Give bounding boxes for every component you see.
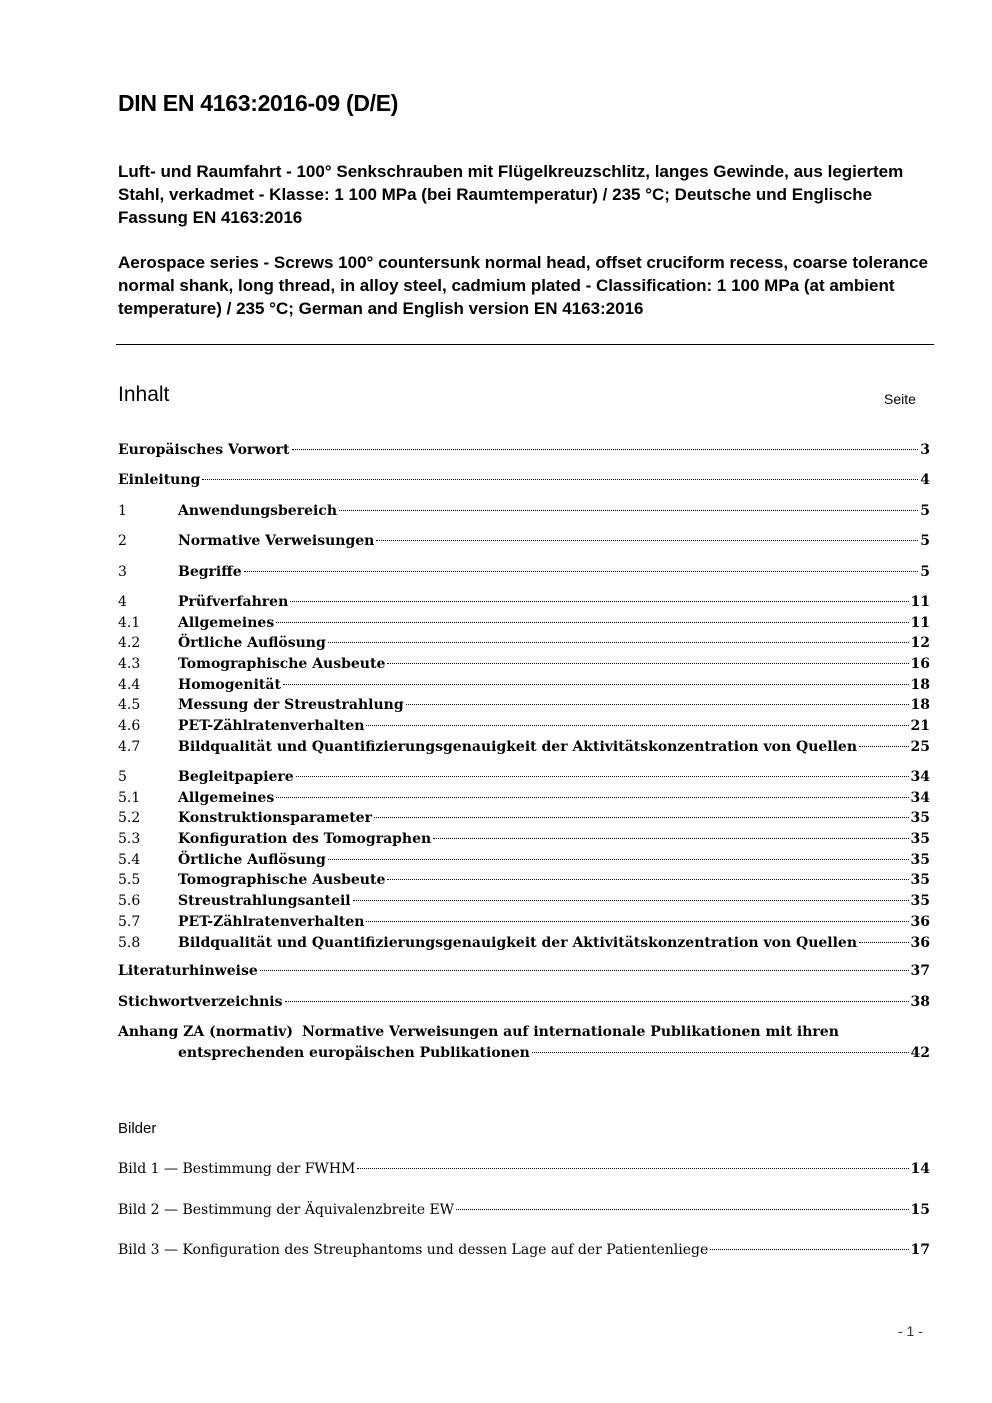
toc-group-section-3 (118, 562, 930, 583)
toc-entry[interactable] (118, 808, 930, 829)
toc-entry-number: 5.7 (118, 913, 141, 930)
figure-title[interactable]: Bild 1 — Bestimmung der FWHM (118, 1161, 356, 1177)
toc-entry-number: 5.3 (118, 831, 141, 848)
figure-title[interactable]: Bild 3 — Konfiguration des Streuphantoms und dessen Lage auf der Patientenliege (118, 1242, 709, 1258)
toc-entry-page[interactable]: 35 (910, 831, 930, 848)
toc-leader (328, 859, 909, 860)
toc-entry-number: 1 (118, 503, 127, 519)
toc-leader (276, 622, 908, 623)
figure-list-item (118, 1240, 930, 1261)
toc-leader (285, 1001, 909, 1002)
toc-leader (357, 1168, 908, 1169)
toc-entry-number: 4.2 (118, 635, 141, 652)
toc-entry[interactable] (118, 961, 930, 982)
toc-entry-title[interactable]: Allgemeines (178, 614, 275, 631)
toc-group-section-2 (118, 531, 930, 552)
header-divider (116, 344, 934, 345)
subtitle-german: Luft- und Raumfahrt - 100° Senkschrauben mit Flügelkreuzschlitz, langes Gewinde, aus legiertem Stahl, verkadmet - Klasse: 1 100 MPa (bei Raumtemperatur) / 235 °C; Deutsche und Englische Fassung EN 4163:2016 (118, 162, 904, 227)
toc-leader (353, 900, 909, 901)
toc-leader (859, 942, 909, 943)
toc-entry-page[interactable]: 5 (920, 533, 930, 549)
toc-entry-page[interactable]: 35 (910, 851, 930, 868)
toc-entry-page[interactable]: 3 (920, 442, 930, 458)
toc-entry[interactable] (118, 829, 930, 850)
toc-group-index (118, 992, 930, 1013)
toc-entry-page[interactable]: 16 (910, 656, 930, 673)
toc-group-section-4 (118, 592, 930, 758)
toc-entry-title[interactable]: Prüfverfahren (178, 594, 289, 610)
toc-leader (292, 449, 919, 450)
figure-title[interactable]: Bild 2 — Bestimmung der Äquivalenzbreite EW (118, 1202, 455, 1218)
toc-group-foreword (118, 440, 930, 461)
toc-leader (296, 776, 909, 777)
toc-entry[interactable] (178, 1043, 930, 1063)
toc-entry[interactable] (118, 501, 930, 522)
toc-entry-title[interactable]: Messung der Streustrahlung (178, 697, 404, 714)
figure-page[interactable]: 15 (910, 1202, 930, 1218)
toc-entry-page[interactable]: 36 (910, 913, 930, 930)
toc-entry-page[interactable]: 18 (910, 697, 930, 714)
toc-entry[interactable] (118, 633, 930, 654)
toc-entry-title[interactable]: Allgemeines (178, 789, 275, 806)
toc-entry-number: 4.3 (118, 656, 141, 673)
toc-entry-title[interactable]: Stichwortverzeichnis (118, 994, 283, 1010)
toc-entry-number: 5 (118, 769, 127, 785)
toc-entry-number: 5.1 (118, 789, 141, 806)
toc-leader (244, 571, 919, 572)
toc-entry-page[interactable]: 34 (910, 769, 930, 785)
toc-entry[interactable] (118, 1159, 930, 1180)
subtitle-english: Aerospace series - Screws 100° countersunk normal head, offset cruciform recess, coarse tolerance normal shank, long thread, in alloy steel, cadmium plated - Classification: 1 100 MPa (at ambient temperature) / 235 °C; German and English version EN 4163:2016 (118, 253, 928, 318)
toc-entry-page[interactable]: 35 (910, 893, 930, 910)
toc-entry-page[interactable]: 35 (910, 810, 930, 827)
toc-entry-number: 4 (118, 594, 127, 610)
toc-entry-page[interactable]: 36 (910, 934, 930, 951)
toc-leader (387, 879, 908, 880)
toc-entry-page[interactable]: 11 (910, 594, 930, 610)
toc-entry[interactable] (118, 912, 930, 933)
toc-entry-title[interactable]: Begriffe (178, 564, 242, 580)
figure-list-item (118, 1200, 930, 1221)
toc-entry-title[interactable]: Tomographische Ausbeute (178, 872, 386, 889)
toc-entry[interactable] (118, 695, 930, 716)
toc-leader (456, 1209, 908, 1210)
toc-entry-page[interactable]: 5 (920, 503, 930, 519)
toc-leader (433, 838, 908, 839)
toc-entry-title[interactable]: Literaturhinweise (118, 963, 258, 979)
toc-entry-page[interactable]: 11 (910, 614, 930, 631)
toc-entry[interactable] (118, 654, 930, 675)
toc-entry[interactable] (118, 992, 930, 1013)
toc-annex-label[interactable]: Anhang ZA (normativ) (118, 1024, 294, 1040)
toc-entry[interactable] (118, 870, 930, 891)
toc-leader (290, 601, 908, 602)
toc-entry-number: 3 (118, 564, 127, 580)
toc-entry-title[interactable]: Örtliche Auflösung (178, 851, 326, 868)
toc-leader (532, 1052, 909, 1053)
toc-entry-title[interactable]: Streustrahlungsanteil (178, 893, 351, 910)
toc-entry-number: 4.1 (118, 614, 141, 631)
toc-entry-page[interactable]: 21 (910, 718, 930, 735)
toc-entry[interactable] (118, 850, 930, 871)
toc-entry-title[interactable]: Europäisches Vorwort (118, 442, 290, 458)
toc-entry-page[interactable]: 42 (910, 1045, 930, 1061)
toc-entry-page[interactable]: 25 (910, 738, 930, 755)
toc-leader (366, 921, 908, 922)
toc-leader (387, 663, 908, 664)
toc-entry-number: 4.7 (118, 738, 141, 755)
toc-entry-title[interactable]: Normative Verweisungen (178, 533, 375, 549)
figures-heading: Bilder (118, 1120, 157, 1137)
toc-leader (376, 540, 918, 541)
toc-leader (328, 642, 909, 643)
toc-entry-title[interactable]: Anwendungsbereich (178, 503, 337, 519)
toc-leader (283, 684, 909, 685)
toc-annex-title-line1[interactable]: Normative Verweisungen auf internationale Publikationen mit ihren (301, 1024, 839, 1040)
toc-leader (374, 817, 909, 818)
toc-entry-title[interactable]: Örtliche Auflösung (178, 635, 326, 652)
toc-entry-title[interactable]: PET-Zählratenverhalten (178, 913, 365, 930)
toc-entry-page[interactable]: 5 (920, 564, 930, 580)
toc-entry[interactable] (118, 1200, 930, 1221)
toc-entry-title[interactable]: Tomographische Ausbeute (178, 656, 386, 673)
toc-entry-title[interactable]: PET-Zählratenverhalten (178, 718, 365, 735)
toc-entry[interactable] (118, 592, 930, 613)
toc-leader (202, 479, 918, 480)
toc-entry[interactable] (118, 675, 930, 696)
toc-heading: Inhalt (118, 383, 170, 406)
toc-annex-entry[interactable] (118, 1022, 839, 1042)
document-title: DIN EN 4163:2016-09 (D/E) (118, 90, 399, 116)
toc-entry[interactable] (118, 737, 930, 758)
toc-leader (366, 725, 908, 726)
figure-page[interactable]: 14 (910, 1161, 930, 1177)
toc-leader (859, 746, 909, 747)
figure-list-item (118, 1159, 930, 1180)
toc-entry-number: 4.4 (118, 676, 141, 693)
toc-entry-title[interactable]: Begleitpapiere (178, 769, 294, 785)
toc-entry-number: 2 (118, 533, 127, 549)
toc-group-section-1 (118, 501, 930, 522)
toc-entry[interactable] (118, 470, 930, 491)
toc-leader (276, 797, 908, 798)
toc-entry[interactable] (118, 613, 930, 634)
toc-entry[interactable] (118, 933, 930, 954)
toc-annex-entry-continuation (178, 1043, 930, 1063)
toc-entry[interactable] (118, 788, 930, 809)
toc-entry-number: 5.4 (118, 851, 141, 868)
toc-entry-number: 5.6 (118, 893, 141, 910)
toc-entry[interactable] (118, 716, 930, 737)
toc-group-section-5 (118, 767, 930, 953)
toc-entry-page[interactable]: 12 (910, 635, 930, 652)
toc-entry-number: 4.6 (118, 718, 141, 735)
toc-leader (406, 704, 909, 705)
toc-leader (260, 970, 909, 971)
toc-entry[interactable] (118, 531, 930, 552)
toc-annex-title-line2[interactable]: entsprechenden europäischen Publikationen (178, 1045, 530, 1061)
toc-entry-number: 5.8 (118, 934, 141, 951)
toc-entry-title[interactable]: Konstruktionsparameter (178, 810, 372, 827)
toc-entry-page[interactable]: 4 (920, 472, 930, 488)
toc-entry[interactable] (118, 767, 930, 788)
toc-entry-number: 5.5 (118, 872, 141, 889)
toc-leader (710, 1249, 908, 1250)
toc-entry-page[interactable]: 37 (910, 963, 930, 979)
toc-entry-title[interactable]: Bildqualität und Quantifizierungsgenauigkeit der Aktivitätskonzentration von Quellen (178, 934, 858, 951)
toc-entry-title[interactable]: Konfiguration des Tomographen (178, 831, 432, 848)
toc-page-column-heading: Seite (884, 391, 916, 407)
toc-entry[interactable] (118, 1240, 930, 1261)
toc-entry-page[interactable]: 18 (910, 676, 930, 693)
figure-page[interactable]: 17 (910, 1242, 930, 1258)
toc-leader (339, 510, 918, 511)
toc-group-introduction (118, 470, 930, 491)
toc-entry-number: 5.2 (118, 810, 141, 827)
toc-entry[interactable] (118, 440, 930, 461)
toc-entry[interactable] (118, 891, 930, 912)
toc-entry-page[interactable]: 35 (910, 872, 930, 889)
toc-entry[interactable] (118, 562, 930, 583)
toc-entry-page[interactable]: 38 (910, 994, 930, 1010)
toc-group-bibliography (118, 961, 930, 982)
toc-entry-number: 4.5 (118, 697, 141, 714)
page-number: - 1 - (898, 1323, 923, 1339)
toc-entry-title[interactable]: Einleitung (118, 472, 201, 488)
toc-entry-title[interactable]: Homogenität (178, 676, 281, 693)
toc-entry-title[interactable]: Bildqualität und Quantifizierungsgenauigkeit der Aktivitätskonzentration von Quellen (178, 738, 858, 755)
toc-entry-page[interactable]: 34 (910, 789, 930, 806)
